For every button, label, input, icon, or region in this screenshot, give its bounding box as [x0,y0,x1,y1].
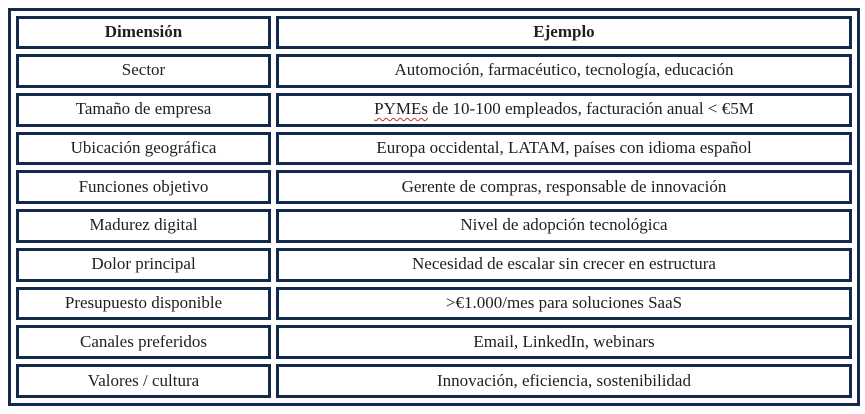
example-cell: Automoción, farmacéutico, tecnología, educación [276,54,852,88]
dimension-cell: Ubicación geográfica [16,132,271,166]
table-row [16,248,852,282]
dimension-cell: Sector [16,54,271,88]
dimension-cell: Tamaño de empresa [16,93,271,127]
example-cell: Necesidad de escalar sin crecer en estructura [276,248,852,282]
persona-dimensions-table [8,8,860,406]
example-cell: Nivel de adopción tecnológica [276,209,852,243]
example-cell: Europa occidental, LATAM, países con idioma español [276,132,852,166]
header-row [16,16,852,49]
example-cell: >€1.000/mes para soluciones SaaS [276,287,852,321]
table-row [16,170,852,204]
table-row [16,209,852,243]
table-row [16,54,852,88]
example-text: de 10-100 empleados, facturación anual < €5M [427,99,754,119]
misspelled-word: PYMEs [374,99,428,119]
header-example: Ejemplo [276,16,852,49]
table-row [16,287,852,321]
example-cell: Email, LinkedIn, webinars [276,325,852,359]
table-row [16,132,852,166]
example-cell: Innovación, eficiencia, sostenibilidad [276,364,852,398]
example-cell: Gerente de compras, responsable de innovación [276,170,852,204]
table-row [16,364,852,398]
table-row [16,93,852,127]
dimension-cell: Madurez digital [16,209,271,243]
header-dimension: Dimensión [16,16,271,49]
table-row [16,325,852,359]
dimension-cell: Funciones objetivo [16,170,271,204]
dimension-cell: Dolor principal [16,248,271,282]
example-cell [276,93,852,127]
dimension-cell: Presupuesto disponible [16,287,271,321]
dimension-cell: Canales preferidos [16,325,271,359]
dimension-cell: Valores / cultura [16,364,271,398]
